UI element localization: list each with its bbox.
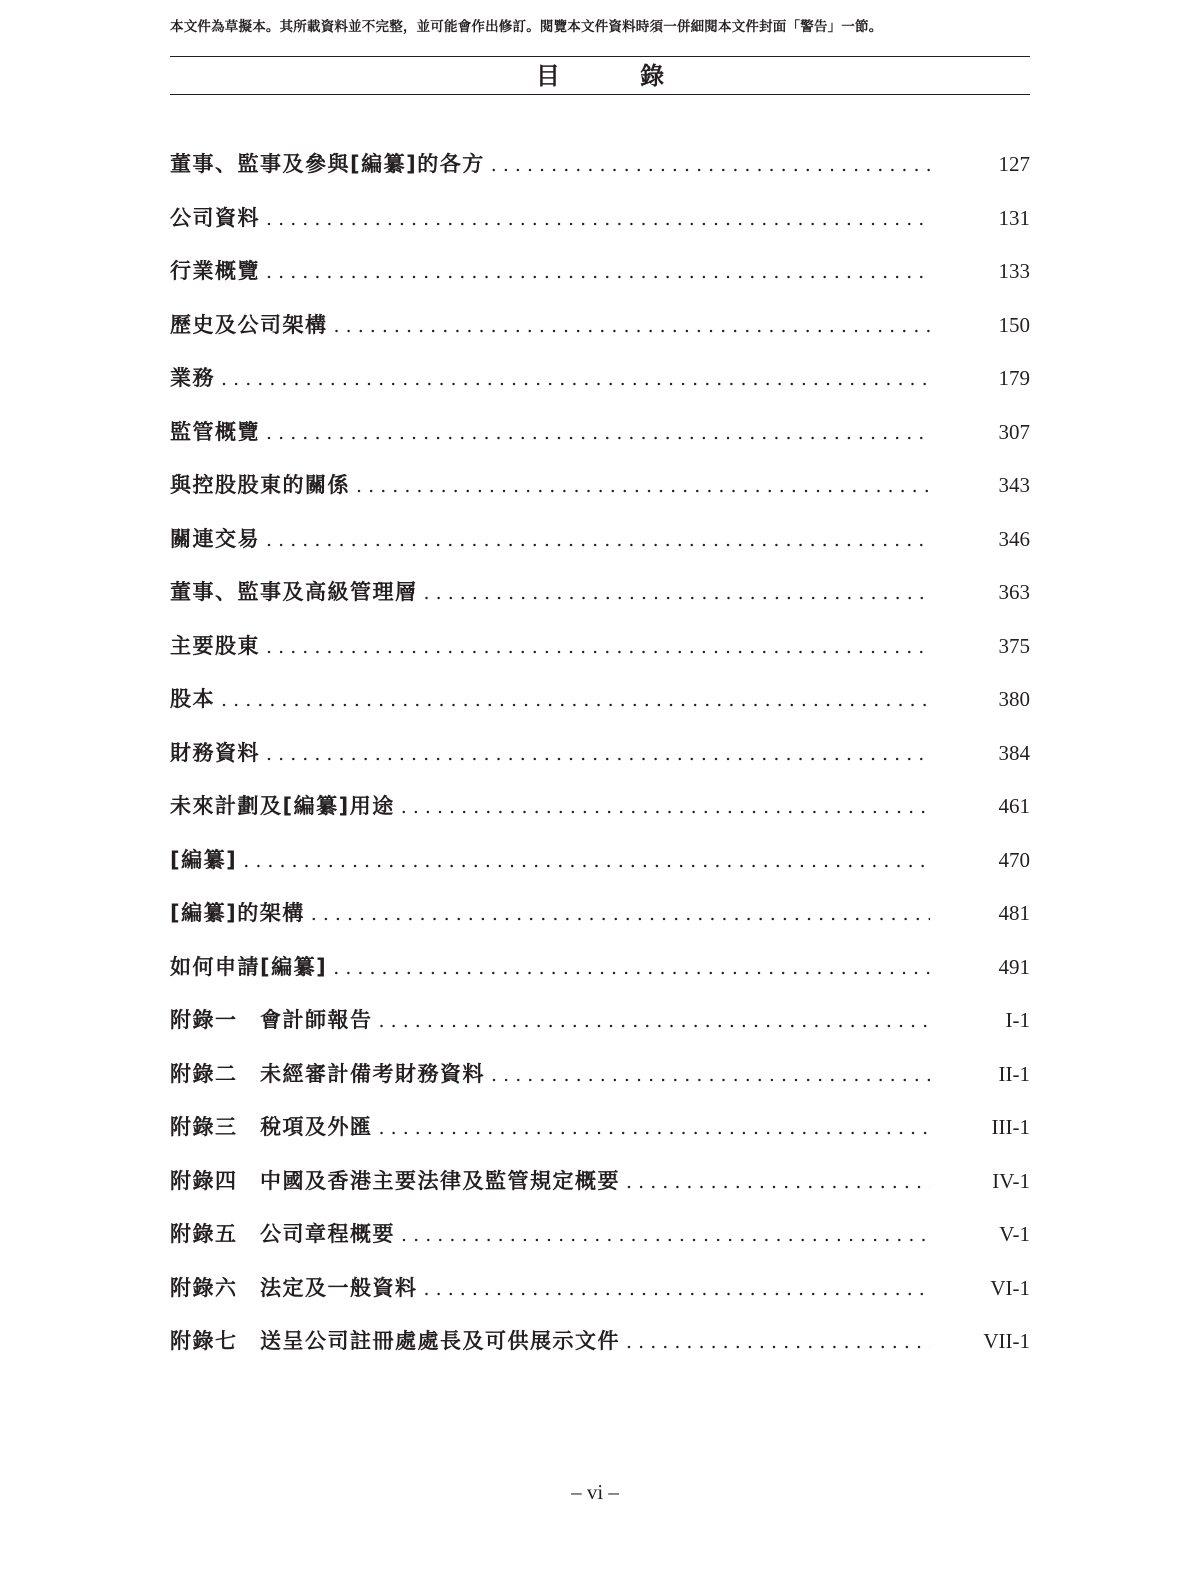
toc-entry-text: 業務 (170, 366, 215, 390)
toc-entry[interactable] (170, 790, 1030, 844)
toc-entry-text: 與控股股東的關係 (170, 473, 350, 497)
toc-entry-page: 131 (998, 205, 1030, 230)
toc-entry[interactable] (170, 362, 1030, 416)
toc-entry[interactable] (170, 148, 1030, 202)
toc-entry-page: 133 (998, 259, 1030, 283)
toc-entry-title (170, 576, 930, 609)
toc-entry-title (170, 1111, 930, 1144)
toc-entry-page: VI-1 (990, 1275, 1030, 1300)
toc-entry-text: 送呈公司註冊處處長及可供展示文件 (260, 1329, 620, 1353)
toc-entry-text: 中國及香港主要法律及監管規定概要 (260, 1168, 620, 1193)
toc-entry-text: 監管概覽 (170, 419, 260, 444)
toc-entry[interactable] (170, 309, 1030, 363)
toc-entry-text: 如何申請[編纂] (170, 954, 328, 979)
toc-entry-title (170, 1165, 930, 1198)
header-rule-top (170, 56, 1030, 57)
toc-entry-text: 董事、監事及參與[編纂]的各方 (170, 152, 485, 176)
toc-entry-page: III-1 (991, 1115, 1030, 1139)
toc-entry-page: 384 (998, 740, 1030, 765)
toc-entry-appendix-label: 附錄七 (170, 1329, 238, 1353)
toc-entry-text: 董事、監事及高級管理層 (170, 580, 418, 604)
toc-entry-title (170, 844, 930, 877)
toc-entry-title (170, 416, 930, 449)
toc-entry-text: 法定及一般資料 (260, 1275, 418, 1300)
header-rule-bottom (170, 94, 1030, 95)
toc-entry[interactable] (170, 416, 1030, 470)
toc-entry-page: 343 (998, 473, 1030, 497)
toc-entry-title (170, 790, 930, 823)
toc-entry-title (170, 1325, 930, 1358)
toc-entry-page: V-1 (999, 1222, 1030, 1246)
toc-entry-text: 關連交易 (170, 526, 260, 551)
toc-entry-text: 行業概覽 (170, 259, 260, 283)
toc-entry-text: 主要股東 (170, 633, 260, 658)
toc-entry-page: 491 (998, 954, 1030, 979)
toc-entry-appendix-label: 附錄五 (170, 1222, 238, 1246)
toc-entry-page: I-1 (1005, 1008, 1030, 1032)
toc-entry-text: 財務資料 (170, 740, 260, 765)
toc-entry-title (170, 523, 930, 556)
toc-entry-title (170, 148, 930, 181)
toc-entry-title (170, 255, 930, 288)
toc-entry-page: 363 (998, 580, 1030, 604)
toc-entry-appendix-label: 附錄四 (170, 1168, 238, 1193)
toc-entry-text: 未來計劃及[編纂]用途 (170, 794, 395, 818)
toc-entry-page: VII-1 (983, 1329, 1030, 1353)
toc-entry[interactable] (170, 951, 1030, 1005)
toc-entry[interactable] (170, 469, 1030, 523)
toc-entry-text: 會計師報告 (260, 1008, 373, 1032)
toc-entry-page: II-1 (998, 1061, 1030, 1086)
toc-entry[interactable] (170, 1272, 1030, 1326)
toc-entry-appendix-label: 附錄六 (170, 1275, 238, 1300)
toc-entry-title (170, 737, 930, 770)
toc-entry-page: 380 (998, 687, 1030, 711)
toc-entry-title (170, 1218, 930, 1251)
toc-entry-title (170, 630, 930, 663)
toc-entry-page: 307 (998, 419, 1030, 444)
toc-entry-appendix-label: 附錄一 (170, 1008, 238, 1032)
toc-entry-text: 未經審計備考財務資料 (260, 1061, 485, 1086)
toc-entry-appendix-label: 附錄二 (170, 1061, 238, 1086)
table-of-contents (170, 148, 1030, 1379)
toc-entry-text: 歷史及公司架構 (170, 312, 328, 337)
toc-entry-title (170, 202, 930, 235)
toc-entry-title (170, 951, 930, 984)
toc-entry[interactable] (170, 630, 1030, 684)
toc-entry[interactable] (170, 255, 1030, 309)
toc-entry-title (170, 1004, 930, 1037)
toc-entry[interactable] (170, 1058, 1030, 1112)
toc-entry-text: 稅項及外匯 (260, 1115, 373, 1139)
toc-entry-page: 470 (998, 847, 1030, 872)
toc-entry[interactable] (170, 523, 1030, 577)
toc-entry[interactable] (170, 1111, 1030, 1165)
toc-entry[interactable] (170, 844, 1030, 898)
toc-entry-title (170, 683, 930, 716)
toc-entry-appendix-label: 附錄三 (170, 1115, 238, 1139)
toc-entry[interactable] (170, 897, 1030, 951)
draft-disclaimer: 本文件為草擬本。其所載資料並不完整，並可能會作出修訂。閱覽本文件資料時須一併細閱本文件封面「警告」一節。 (170, 19, 883, 35)
toc-entry[interactable] (170, 1218, 1030, 1272)
toc-entry-page: 481 (998, 901, 1030, 925)
toc-entry-page: 461 (998, 794, 1030, 818)
toc-entry-text: [編纂]的架構 (170, 901, 305, 925)
toc-entry-text: 公司章程概要 (260, 1222, 395, 1246)
toc-entry[interactable] (170, 1325, 1030, 1379)
toc-entry[interactable] (170, 683, 1030, 737)
toc-entry-title (170, 1272, 930, 1305)
toc-entry-page: 179 (998, 366, 1030, 390)
toc-entry[interactable] (170, 737, 1030, 791)
toc-entry-page: IV-1 (992, 1168, 1030, 1193)
toc-entry-title (170, 309, 930, 342)
toc-entry-title (170, 469, 930, 502)
page-number: – vi – (571, 1480, 619, 1504)
toc-entry-title (170, 1058, 930, 1091)
toc-entry-text: 公司資料 (170, 205, 260, 230)
toc-entry-page: 127 (998, 152, 1030, 176)
toc-entry[interactable] (170, 1004, 1030, 1058)
toc-entry-title (170, 897, 930, 930)
toc-entry[interactable] (170, 576, 1030, 630)
page-title: 目 錄 (535, 62, 701, 90)
toc-entry[interactable] (170, 1165, 1030, 1219)
toc-entry-page: 150 (998, 312, 1030, 337)
toc-entry-title (170, 362, 930, 395)
toc-entry[interactable] (170, 202, 1030, 256)
toc-entry-page: 375 (998, 633, 1030, 658)
toc-entry-text: [編纂] (170, 847, 238, 872)
toc-entry-text: 股本 (170, 687, 215, 711)
toc-entry-page: 346 (998, 526, 1030, 551)
